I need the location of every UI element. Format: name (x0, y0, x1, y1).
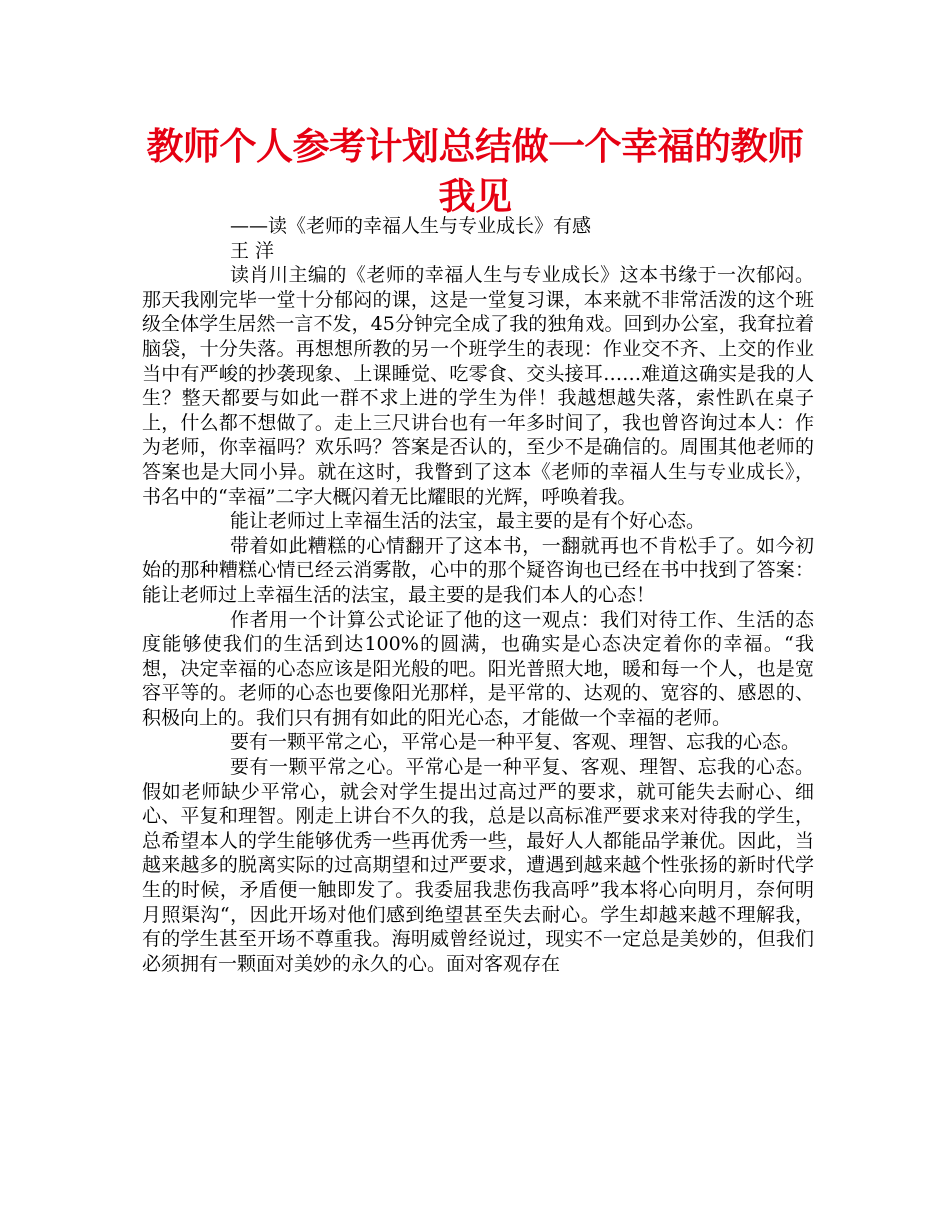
paragraph-1: 读肖川主编的《老师的幸福人生与专业成长》这本书缘于一次郁闷。那天我刚完毕一堂十分郁闷的课，这是一堂复习课，本来就不非常活泼的这个班级全体学生居然一言不发，45分钟完全成了我的独角戏。回到办公室，我耷拉着脑袋，十分失落。再想想所教的另一个班学生的表现：作业交不齐、上交的作业当中有严峻的抄袭现象、上课睡觉、吃零食、交头接耳……难道这确实是我的人生？整天都要与如此一群不求上进的学生为伴！我越想越失落，索性趴在桌子上，什么都不想做了。走上三尺讲台也有一年多时间了，我也曾咨询过本人：作为老师，你幸福吗？欢乐吗？答案是否认的，至少不是确信的。周围其他老师的答案也是大同小异。就在这时，我瞥到了这本《老师的幸福人生与专业成长》，书名中的“幸福”二字大概闪着无比耀眼的光辉，呼唤着我。 (142, 264, 814, 508)
paragraph-5: 要有一颗平常之心，平常心是一种平复、客观、理智、忘我的心态。 (230, 731, 801, 754)
paragraph-2: 能让老师过上幸福生活的法宝，最主要的是有个好心态。 (230, 510, 706, 533)
paragraph-3: 带着如此糟糕的心情翻开了这本书，一翻就再也不肯松手了。如今初始的那种糟糕心情已经云消雾散，心中的那个疑咨询也已经在书中找到了答案：能让老师过上幸福生活的法宝，最主要的是我们本人的心态！ (142, 534, 814, 606)
paragraph-6: 要有一颗平常之心。平常心是一种平复、客观、理智、忘我的心态。假如老师缺少平常心，就会对学生提出过高过严的要求，就可能失去耐心、细心、平复和理智。刚走上讲台不久的我，总是以高标准严要求来对待我的学生，总希望本人的学生能够优秀一些再优秀一些，最好人人都能品学兼优。因此，当越来越多的脱离实际的过高期望和过严要求，遭遇到越来越个性张扬的新时代学生的时候，矛盾便一触即发了。我委屈我悲伤我高呼”我本将心向明月，奈何明月照渠沟“，因此开场对他们感到绝望甚至失去耐心。学生却越来越不理解我，有的学生甚至开场不尊重我。海明威曾经说过，现实不一定总是美妙的，但我们必须拥有一颗面对美妙的永久的心。面对客观存在 (142, 756, 814, 975)
document-body (142, 214, 814, 976)
paragraph-4: 作者用一个计算公式论证了他的这一观点：我们对待工作、生活的态度能够使我们的生活到达100%的圆满，也确实是心态决定着你的幸福。“我想，决定幸福的心态应该是阳光般的吧。阳光普照大地，暖和每一个人，也是宽容平等的。老师的心态也要像阳光那样，是平常的、达观的、宽容的、感恩的、积极向上的。我们只有拥有如此的阳光心态，才能做一个幸福的老师。 (142, 608, 814, 729)
document-author: 王 洋 (230, 239, 275, 262)
document-subtitle: ——读《老师的幸福人生与专业成长》有感 (230, 215, 592, 237)
document-title: 教师个人参考计划总结做一个幸福的教师我见 (146, 125, 804, 218)
